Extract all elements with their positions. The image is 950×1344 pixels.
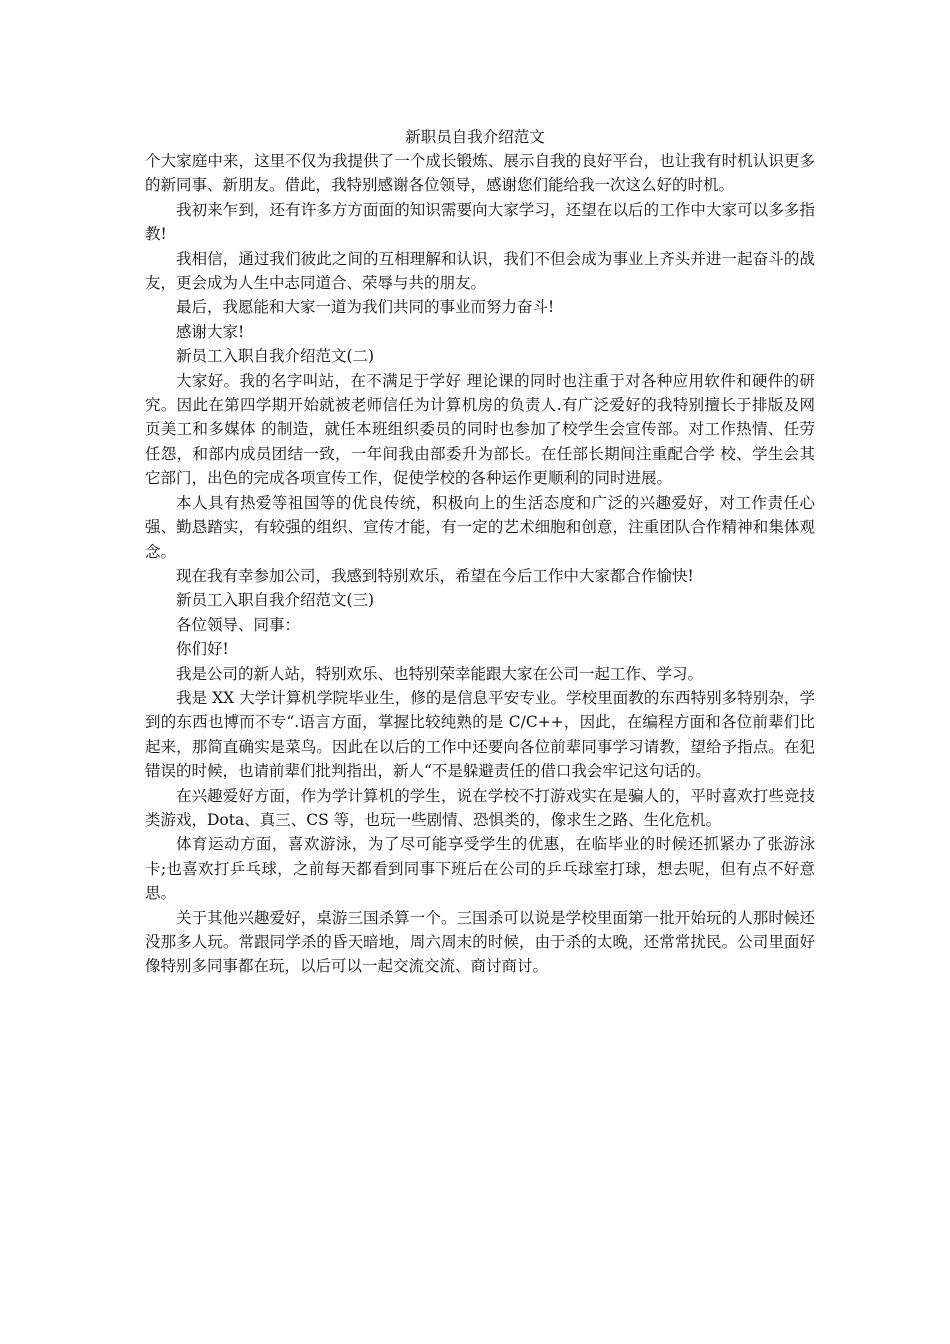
paragraph: 体育运动方面，喜欢游泳，为了尽可能享受学生的优惠，在临毕业的时候还抓紧办了张游泳卡;也喜欢打乒乓球，之前每天都看到同事下班后在公司的乒乓球室打球，想去呢，但有点不好意思。 xyxy=(145,835,815,903)
paragraph: 关于其他兴趣爱好，桌游三国杀算一个。三国杀可以说是学校里面第一批开始玩的人那时候还没那多人玩。常跟同学杀的昏天暗地，周六周末的时候，由于杀的太晚，还常常扰民。公司里面好像特别多同事都在玩，以后可以一起交流交流、商讨商讨。 xyxy=(145,908,815,976)
paragraph: 新员工入职自我介绍范文(二) xyxy=(176,347,375,366)
paragraph: 个大家庭中来，这里不仅为我提供了一个成长锻炼、展示自我的良好平台，也让我有时机认识更多的新同事、新朋友。借此，我特别感谢各位领导，感谢您们能给我一次这么好的时机。 xyxy=(145,152,815,195)
paragraph: 新员工入职自我介绍范文(三) xyxy=(176,591,375,610)
paragraph: 我是公司的新人站，特别欢乐、也特别荣幸能跟大家在公司一起工作、学习。 xyxy=(176,664,704,683)
paragraph: 大家好。我的名字叫站，在不满足于学好 理论课的同时也注重于对各种应用软件和硬件的研究。因此在第四学期开始就被老师信任为计算机房的负责人.有广泛爱好的我特别擅长于排版及网页美工和多媒体 的制造，就任本班组织委员的同时也参加了校学生会宣传部。对工作热情、任劳任怨，和部内成员团结一致，一年间我由部委升为部长。在任部长期间注重配合学 校、学生会其它部门，出色的完成各项宣传工作，促使学校的各种运作更顺利的同时进展。 xyxy=(145,371,815,488)
paragraph: 我初来乍到，还有许多方方面面的知识需要向大家学习，还望在以后的工作中大家可以多多指教! xyxy=(145,200,815,244)
document-body xyxy=(145,149,815,979)
paragraph: 本人具有热爱等祖国等的优良传统，积极向上的生活态度和广泛的兴趣爱好，对工作责任心强、勤恳踏实，有较强的组织、宣传才能，有一定的艺术细胞和创意，注重团队合作精神和集体观念。 xyxy=(145,493,815,561)
paragraph: 你们好! xyxy=(176,640,229,659)
paragraph: 感谢大家! xyxy=(176,322,245,341)
paragraph: 我相信，通过我们彼此之间的互相理解和认识，我们不但会成为事业上齐头并进一起奋斗的战友，更会成为人生中志同道合、荣辱与共的朋友。 xyxy=(145,249,815,293)
paragraph: 各位领导、同事： xyxy=(176,615,301,634)
document-title: 新职员自我介绍范文 xyxy=(405,128,545,146)
paragraph: 我是 XX 大学计算机学院毕业生，修的是信息平安专业。学校里面教的东西特别多特别杂，学到的东西也博而不专“.语言方面，掌握比较纯熟的是 C/C++，因此，在编程方面和各位前辈们比起来，那简直确实是菜鸟。因此在以后的工作中还要向各位前辈同事学习请教，望给予指点。在犯错误的时候，也请前辈们批判指出，新人“不是躲避责任的借口我会牢记这句话的。 xyxy=(145,688,815,781)
paragraph: 在兴趣爱好方面，作为学计算机的学生，说在学校不打游戏实在是骗人的，平时喜欢打些竞技类游戏，Dota、真三、CS 等，也玩一些剧情、恐惧类的，像求生之路、生化危机。 xyxy=(145,786,815,829)
paragraph: 最后，我愿能和大家一道为我们共同的事业而努力奋斗! xyxy=(176,298,555,317)
paragraph: 现在我有幸参加公司，我感到特别欢乐，希望在今后工作中大家都合作愉快! xyxy=(176,566,694,585)
